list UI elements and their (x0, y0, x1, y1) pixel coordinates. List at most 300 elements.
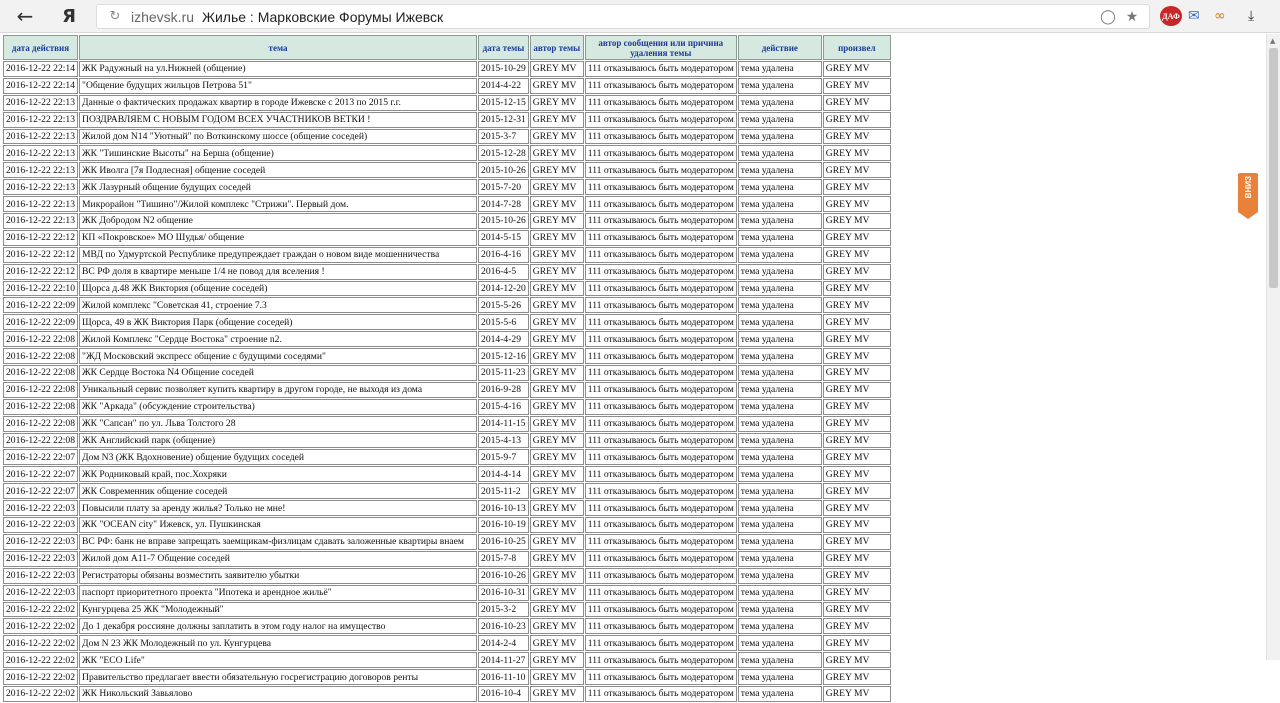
protect-icon[interactable]: ◯ (1100, 9, 1116, 25)
action-date-cell: 2016-12-22 22:02 (3, 618, 78, 634)
topic-author-cell: GREY MV (530, 78, 584, 94)
reason-cell: 111 отказываюсь быть модератором (585, 416, 737, 432)
topic-cell: ВС РФ: банк не вправе запрещать заемщикам-физлицам сдавать заложенные квартиры внаем (79, 534, 477, 550)
action-date-cell: 2016-12-22 22:03 (3, 551, 78, 567)
table-row (3, 247, 891, 263)
topic-author-cell: GREY MV (530, 618, 584, 634)
topic-author-cell: GREY MV (530, 551, 584, 567)
reason-cell: 111 отказываюсь быть модератором (585, 534, 737, 550)
topic-date-cell: 2015-10-26 (478, 162, 529, 178)
topic-date-cell: 2015-9-7 (478, 449, 529, 465)
topic-author-cell: GREY MV (530, 635, 584, 651)
action-date-cell: 2016-12-22 22:14 (3, 78, 78, 94)
action-cell: тема удалена (738, 433, 822, 449)
header-performer: произвел (823, 35, 891, 60)
topic-date-cell: 2016-4-16 (478, 247, 529, 263)
action-date-cell: 2016-12-22 22:09 (3, 314, 78, 330)
table-row (3, 602, 891, 618)
action-date-cell: 2016-12-22 22:13 (3, 179, 78, 195)
table-row (3, 534, 891, 550)
topic-author-cell: GREY MV (530, 331, 584, 347)
topic-author-cell: GREY MV (530, 686, 584, 702)
performer-cell: GREY MV (823, 686, 891, 702)
reload-icon[interactable]: ↻ (109, 9, 121, 24)
topic-cell: До 1 декабря россияне должны заплатить в этом году налог на имущество (79, 618, 477, 634)
table-row (3, 264, 891, 280)
topic-cell: Регистраторы обязаны возместить заявителю убытки (79, 568, 477, 584)
action-cell: тема удалена (738, 618, 822, 634)
action-date-cell: 2016-12-22 22:13 (3, 162, 78, 178)
topic-author-cell: GREY MV (530, 652, 584, 668)
topic-date-cell: 2016-10-25 (478, 534, 529, 550)
action-cell: тема удалена (738, 686, 822, 702)
scroll-down-label: ВНИЗ (1243, 176, 1253, 199)
reason-cell: 111 отказываюсь быть модератором (585, 365, 737, 381)
header-reason: автор сообщения или причина удаления темы (585, 35, 737, 60)
performer-cell: GREY MV (823, 112, 891, 128)
topic-author-cell: GREY MV (530, 314, 584, 330)
table-body (3, 61, 891, 702)
performer-cell: GREY MV (823, 314, 891, 330)
topic-author-cell: GREY MV (530, 247, 584, 263)
topic-date-cell: 2015-12-15 (478, 95, 529, 111)
yandex-logo[interactable]: Я (62, 5, 76, 27)
reason-cell: 111 отказываюсь быть модератором (585, 686, 737, 702)
action-cell: тема удалена (738, 230, 822, 246)
table-row (3, 314, 891, 330)
action-cell: тема удалена (738, 112, 822, 128)
table-row (3, 61, 891, 77)
table-row (3, 162, 891, 178)
table-row (3, 551, 891, 567)
topic-date-cell: 2015-12-31 (478, 112, 529, 128)
topic-cell: Повысили плату за аренду жилья? Только не мне! (79, 500, 477, 516)
action-date-cell: 2016-12-22 22:13 (3, 112, 78, 128)
action-date-cell: 2016-12-22 22:08 (3, 433, 78, 449)
action-cell: тема удалена (738, 281, 822, 297)
topic-cell: ЖК "Аркада" (обсуждение строительства) (79, 399, 477, 415)
moderation-table (2, 34, 892, 703)
action-cell: тема удалена (738, 517, 822, 533)
address-page-title: Жилье : Марковские Форумы Ижевск (202, 8, 444, 25)
action-cell: тема удалена (738, 635, 822, 651)
action-cell: тема удалена (738, 585, 822, 601)
action-date-cell: 2016-12-22 22:03 (3, 568, 78, 584)
performer-cell: GREY MV (823, 213, 891, 229)
reason-cell: 111 отказываюсь быть модератором (585, 433, 737, 449)
topic-date-cell: 2014-12-20 (478, 281, 529, 297)
performer-cell: GREY MV (823, 534, 891, 550)
action-cell: тема удалена (738, 669, 822, 685)
table-row (3, 399, 891, 415)
topic-date-cell: 2015-12-28 (478, 145, 529, 161)
reason-cell: 111 отказываюсь быть модератором (585, 568, 737, 584)
performer-cell: GREY MV (823, 230, 891, 246)
topic-author-cell: GREY MV (530, 433, 584, 449)
performer-cell: GREY MV (823, 466, 891, 482)
action-cell: тема удалена (738, 416, 822, 432)
action-cell: тема удалена (738, 179, 822, 195)
table-row (3, 500, 891, 516)
table-row (3, 145, 891, 161)
action-date-cell: 2016-12-22 22:03 (3, 585, 78, 601)
reason-cell: 111 отказываюсь быть модератором (585, 449, 737, 465)
reason-cell: 111 отказываюсь быть модератором (585, 517, 737, 533)
topic-cell: ЖК Современник общение соседей (79, 483, 477, 499)
performer-cell: GREY MV (823, 129, 891, 145)
reason-cell: 111 отказываюсь быть модератором (585, 669, 737, 685)
topic-date-cell: 2015-4-16 (478, 399, 529, 415)
performer-cell: GREY MV (823, 382, 891, 398)
topic-cell: Уникальный сервис позволяет купить квартиру в другом городе, не выходя из дома (79, 382, 477, 398)
topic-date-cell: 2016-10-13 (478, 500, 529, 516)
table-row (3, 466, 891, 482)
performer-cell: GREY MV (823, 196, 891, 212)
performer-cell: GREY MV (823, 399, 891, 415)
topic-cell: Жилой дом А11-7 Общение соседей (79, 551, 477, 567)
header-action-date: дата действия (3, 35, 78, 60)
topic-date-cell: 2016-10-23 (478, 618, 529, 634)
reason-cell: 111 отказываюсь быть модератором (585, 652, 737, 668)
reason-cell: 111 отказываюсь быть модератором (585, 297, 737, 313)
reason-cell: 111 отказываюсь быть модератором (585, 551, 737, 567)
reason-cell: 111 отказываюсь быть модератором (585, 129, 737, 145)
extension-badge[interactable]: ДАФ (1160, 6, 1182, 26)
header-action: действие (738, 35, 822, 60)
action-cell: тема удалена (738, 162, 822, 178)
table-row (3, 652, 891, 668)
topic-date-cell: 2015-7-20 (478, 179, 529, 195)
topic-date-cell: 2016-10-19 (478, 517, 529, 533)
table-row (3, 78, 891, 94)
topic-author-cell: GREY MV (530, 129, 584, 145)
topic-date-cell: 2016-9-28 (478, 382, 529, 398)
performer-cell: GREY MV (823, 78, 891, 94)
reason-cell: 111 отказываюсь быть модератором (585, 635, 737, 651)
action-cell: тема удалена (738, 449, 822, 465)
action-date-cell: 2016-12-22 22:03 (3, 517, 78, 533)
action-date-cell: 2016-12-22 22:03 (3, 500, 78, 516)
table-row (3, 382, 891, 398)
action-cell: тема удалена (738, 602, 822, 618)
performer-cell: GREY MV (823, 365, 891, 381)
reason-cell: 111 отказываюсь быть модератором (585, 500, 737, 516)
bicycle-icon[interactable]: ∞ (1214, 8, 1226, 24)
download-icon[interactable]: ⤓ (1248, 8, 1255, 24)
performer-cell: GREY MV (823, 162, 891, 178)
action-date-cell: 2016-12-22 22:07 (3, 466, 78, 482)
reason-cell: 111 отказываюсь быть модератором (585, 112, 737, 128)
star-icon[interactable]: ★ (1125, 9, 1139, 25)
topic-cell: ЖК Иволга [7я Подлесная] общение соседей (79, 162, 477, 178)
topic-cell: "Общение будущих жильцов Петрова 51" (79, 78, 477, 94)
topic-cell: ЖК Радужный на ул.Нижней (общение) (79, 61, 477, 77)
action-date-cell: 2016-12-22 22:02 (3, 602, 78, 618)
table-row (3, 618, 891, 634)
performer-cell: GREY MV (823, 331, 891, 347)
topic-cell: Данные о фактических продажах квартир в городе Ижевске с 2013 по 2015 г.г. (79, 95, 477, 111)
topic-cell: ЖК "ECO Life" (79, 652, 477, 668)
topic-cell: ЖК "OCEAN city" Ижевск, ул. Пушкинская (79, 517, 477, 533)
performer-cell: GREY MV (823, 95, 891, 111)
performer-cell: GREY MV (823, 669, 891, 685)
topic-cell: ЖК "Тишинские Высоты" на Берша (общение) (79, 145, 477, 161)
topic-date-cell: 2016-4-5 (478, 264, 529, 280)
action-date-cell: 2016-12-22 22:08 (3, 331, 78, 347)
address-domain: izhevsk.ru (131, 8, 195, 25)
topic-author-cell: GREY MV (530, 162, 584, 178)
action-cell: тема удалена (738, 78, 822, 94)
topic-date-cell: 2014-11-15 (478, 416, 529, 432)
action-cell: тема удалена (738, 534, 822, 550)
topic-cell: Дом N3 (ЖК Вдохновение) общение будущих соседей (79, 449, 477, 465)
table-row (3, 433, 891, 449)
topic-date-cell: 2015-5-26 (478, 297, 529, 313)
topic-date-cell: 2015-12-16 (478, 348, 529, 364)
topic-author-cell: GREY MV (530, 213, 584, 229)
performer-cell: GREY MV (823, 568, 891, 584)
topic-cell: ПОЗДРАВЛЯЕМ С НОВЫМ ГОДОМ ВСЕХ УЧАСТНИКОВ ВЕТКИ ! (79, 112, 477, 128)
performer-cell: GREY MV (823, 602, 891, 618)
topic-author-cell: GREY MV (530, 399, 584, 415)
action-cell: тема удалена (738, 500, 822, 516)
table-row (3, 635, 891, 651)
topic-date-cell: 2015-11-23 (478, 365, 529, 381)
table-row (3, 365, 891, 381)
topic-date-cell: 2016-10-4 (478, 686, 529, 702)
action-date-cell: 2016-12-22 22:12 (3, 247, 78, 263)
reason-cell: 111 отказываюсь быть модератором (585, 382, 737, 398)
reason-cell: 111 отказываюсь быть модератором (585, 264, 737, 280)
action-date-cell: 2016-12-22 22:08 (3, 399, 78, 415)
topic-cell: Жилой комплекс "Советская 41, строение 7.3 (79, 297, 477, 313)
reason-cell: 111 отказываюсь быть модератором (585, 281, 737, 297)
envelope-icon[interactable]: ✉ (1188, 8, 1200, 24)
performer-cell: GREY MV (823, 145, 891, 161)
scrollbar[interactable] (1266, 34, 1280, 660)
topic-author-cell: GREY MV (530, 534, 584, 550)
performer-cell: GREY MV (823, 61, 891, 77)
topic-cell: Жилой дом N14 "Уютный" по Воткинскому шоссе (общение соседей) (79, 129, 477, 145)
topic-author-cell: GREY MV (530, 669, 584, 685)
browser-toolbar (0, 0, 1280, 33)
topic-author-cell: GREY MV (530, 449, 584, 465)
action-cell: тема удалена (738, 399, 822, 415)
action-cell: тема удалена (738, 264, 822, 280)
topic-date-cell: 2015-4-13 (478, 433, 529, 449)
reason-cell: 111 отказываюсь быть модератором (585, 331, 737, 347)
action-cell: тема удалена (738, 95, 822, 111)
action-cell: тема удалена (738, 61, 822, 77)
topic-cell: ЖК Лазурный общение будущих соседей (79, 179, 477, 195)
performer-cell: GREY MV (823, 618, 891, 634)
performer-cell: GREY MV (823, 281, 891, 297)
action-date-cell: 2016-12-22 22:13 (3, 213, 78, 229)
reason-cell: 111 отказываюсь быть модератором (585, 230, 737, 246)
performer-cell: GREY MV (823, 416, 891, 432)
topic-author-cell: GREY MV (530, 585, 584, 601)
scroll-up-arrow-icon[interactable]: ▲ (1270, 37, 1276, 45)
action-cell: тема удалена (738, 568, 822, 584)
action-cell: тема удалена (738, 466, 822, 482)
topic-date-cell: 2015-5-6 (478, 314, 529, 330)
scrollbar-thumb[interactable] (1269, 48, 1278, 288)
topic-cell: Правительство предлагает ввести обязательную госрегистрацию договоров ренты (79, 669, 477, 685)
topic-cell: ЖК Никольский Завьялово (79, 686, 477, 702)
table-row (3, 517, 891, 533)
action-cell: тема удалена (738, 297, 822, 313)
topic-author-cell: GREY MV (530, 416, 584, 432)
topic-author-cell: GREY MV (530, 95, 584, 111)
topic-cell: ВС РФ доля в квартире меньше 1/4 не повод для вселения ! (79, 264, 477, 280)
table-row (3, 686, 891, 702)
header-topic-author: автор темы (530, 35, 584, 60)
reason-cell: 111 отказываюсь быть модератором (585, 179, 737, 195)
reason-cell: 111 отказываюсь быть модератором (585, 247, 737, 263)
topic-date-cell: 2016-10-31 (478, 585, 529, 601)
topic-date-cell: 2014-11-27 (478, 652, 529, 668)
table-row (3, 416, 891, 432)
action-date-cell: 2016-12-22 22:07 (3, 449, 78, 465)
topic-date-cell: 2015-10-29 (478, 61, 529, 77)
topic-date-cell: 2014-2-4 (478, 635, 529, 651)
topic-author-cell: GREY MV (530, 517, 584, 533)
topic-cell: Щорса, 49 в ЖК Виктория Парк (общение соседей) (79, 314, 477, 330)
topic-author-cell: GREY MV (530, 365, 584, 381)
action-date-cell: 2016-12-22 22:09 (3, 297, 78, 313)
topic-author-cell: GREY MV (530, 264, 584, 280)
topic-cell: МВД по Удмуртской Республике предупреждает граждан о новом виде мошенничества (79, 247, 477, 263)
topic-author-cell: GREY MV (530, 483, 584, 499)
performer-cell: GREY MV (823, 179, 891, 195)
action-date-cell: 2016-12-22 22:13 (3, 95, 78, 111)
topic-cell: ЖК Английский парк (общение) (79, 433, 477, 449)
topic-author-cell: GREY MV (530, 348, 584, 364)
topic-date-cell: 2015-3-2 (478, 602, 529, 618)
action-date-cell: 2016-12-22 22:08 (3, 365, 78, 381)
performer-cell: GREY MV (823, 551, 891, 567)
scroll-down-button[interactable] (1238, 173, 1258, 213)
action-cell: тема удалена (738, 551, 822, 567)
topic-author-cell: GREY MV (530, 382, 584, 398)
table-row (3, 95, 891, 111)
topic-author-cell: GREY MV (530, 112, 584, 128)
address-bar[interactable] (96, 4, 1150, 29)
topic-date-cell: 2014-4-22 (478, 78, 529, 94)
action-cell: тема удалена (738, 382, 822, 398)
reason-cell: 111 отказываюсь быть модератором (585, 348, 737, 364)
table-row (3, 213, 891, 229)
topic-author-cell: GREY MV (530, 179, 584, 195)
topic-date-cell: 2014-4-14 (478, 466, 529, 482)
reason-cell: 111 отказываюсь быть модератором (585, 618, 737, 634)
action-date-cell: 2016-12-22 22:13 (3, 196, 78, 212)
reason-cell: 111 отказываюсь быть модератором (585, 95, 737, 111)
topic-author-cell: GREY MV (530, 466, 584, 482)
topic-cell: ЖК Сердце Востока N4 Общение соседей (79, 365, 477, 381)
action-date-cell: 2016-12-22 22:08 (3, 382, 78, 398)
topic-date-cell: 2015-10-26 (478, 213, 529, 229)
topic-date-cell: 2015-11-2 (478, 483, 529, 499)
action-cell: тема удалена (738, 314, 822, 330)
action-date-cell: 2016-12-22 22:08 (3, 348, 78, 364)
action-cell: тема удалена (738, 213, 822, 229)
topic-author-cell: GREY MV (530, 500, 584, 516)
table-row (3, 112, 891, 128)
topic-cell: Жилой Комплекс "Сердце Востока" строение n2. (79, 331, 477, 347)
topic-author-cell: GREY MV (530, 568, 584, 584)
topic-cell: Дом N 23 ЖК Молодежный по ул. Кунгурцева (79, 635, 477, 651)
action-cell: тема удалена (738, 652, 822, 668)
topic-date-cell: 2014-4-29 (478, 331, 529, 347)
action-date-cell: 2016-12-22 22:13 (3, 145, 78, 161)
topic-cell: паспорт приоритетного проекта "Ипотека и арендное жильё" (79, 585, 477, 601)
table-row (3, 281, 891, 297)
performer-cell: GREY MV (823, 297, 891, 313)
reason-cell: 111 отказываюсь быть модератором (585, 196, 737, 212)
action-date-cell: 2016-12-22 22:14 (3, 61, 78, 77)
topic-cell: КП «Покровское» МО Шудья/ общение (79, 230, 477, 246)
reason-cell: 111 отказываюсь быть модератором (585, 145, 737, 161)
performer-cell: GREY MV (823, 348, 891, 364)
topic-date-cell: 2015-3-7 (478, 129, 529, 145)
topic-cell: ЖК Добродом N2 общение (79, 213, 477, 229)
reason-cell: 111 отказываюсь быть модератором (585, 78, 737, 94)
performer-cell: GREY MV (823, 483, 891, 499)
performer-cell: GREY MV (823, 635, 891, 651)
header-topic-date: дата темы (478, 35, 529, 60)
action-date-cell: 2016-12-22 22:02 (3, 652, 78, 668)
topic-cell: ЖК "Сапсан" по ул. Льва Толстого 28 (79, 416, 477, 432)
action-date-cell: 2016-12-22 22:13 (3, 129, 78, 145)
reason-cell: 111 отказываюсь быть модератором (585, 585, 737, 601)
reason-cell: 111 отказываюсь быть модератором (585, 399, 737, 415)
back-arrow-icon[interactable]: ← (16, 4, 34, 28)
table-row (3, 129, 891, 145)
topic-author-cell: GREY MV (530, 297, 584, 313)
topic-author-cell: GREY MV (530, 230, 584, 246)
action-date-cell: 2016-12-22 22:08 (3, 416, 78, 432)
action-date-cell: 2016-12-22 22:10 (3, 281, 78, 297)
table-row (3, 179, 891, 195)
action-cell: тема удалена (738, 348, 822, 364)
action-date-cell: 2016-12-22 22:02 (3, 686, 78, 702)
performer-cell: GREY MV (823, 500, 891, 516)
performer-cell: GREY MV (823, 585, 891, 601)
topic-author-cell: GREY MV (530, 602, 584, 618)
moderation-log (0, 34, 1266, 700)
topic-cell: Кунгурцева 25 ЖК "Молодежный" (79, 602, 477, 618)
topic-author-cell: GREY MV (530, 281, 584, 297)
table-row (3, 585, 891, 601)
performer-cell: GREY MV (823, 247, 891, 263)
topic-date-cell: 2016-11-10 (478, 669, 529, 685)
topic-cell: ЖК Родниковый край, пос.Хохряки (79, 466, 477, 482)
performer-cell: GREY MV (823, 264, 891, 280)
header-topic: тема (79, 35, 477, 60)
action-cell: тема удалена (738, 196, 822, 212)
action-cell: тема удалена (738, 365, 822, 381)
topic-cell: Щорса д.48 ЖК Виктория (общение соседей) (79, 281, 477, 297)
action-date-cell: 2016-12-22 22:02 (3, 635, 78, 651)
action-date-cell: 2016-12-22 22:12 (3, 264, 78, 280)
performer-cell: GREY MV (823, 517, 891, 533)
table-row (3, 483, 891, 499)
reason-cell: 111 отказываюсь быть модератором (585, 483, 737, 499)
topic-cell: "ЖД Московский экспресс общение с будущими соседями" (79, 348, 477, 364)
topic-author-cell: GREY MV (530, 145, 584, 161)
table-row (3, 568, 891, 584)
